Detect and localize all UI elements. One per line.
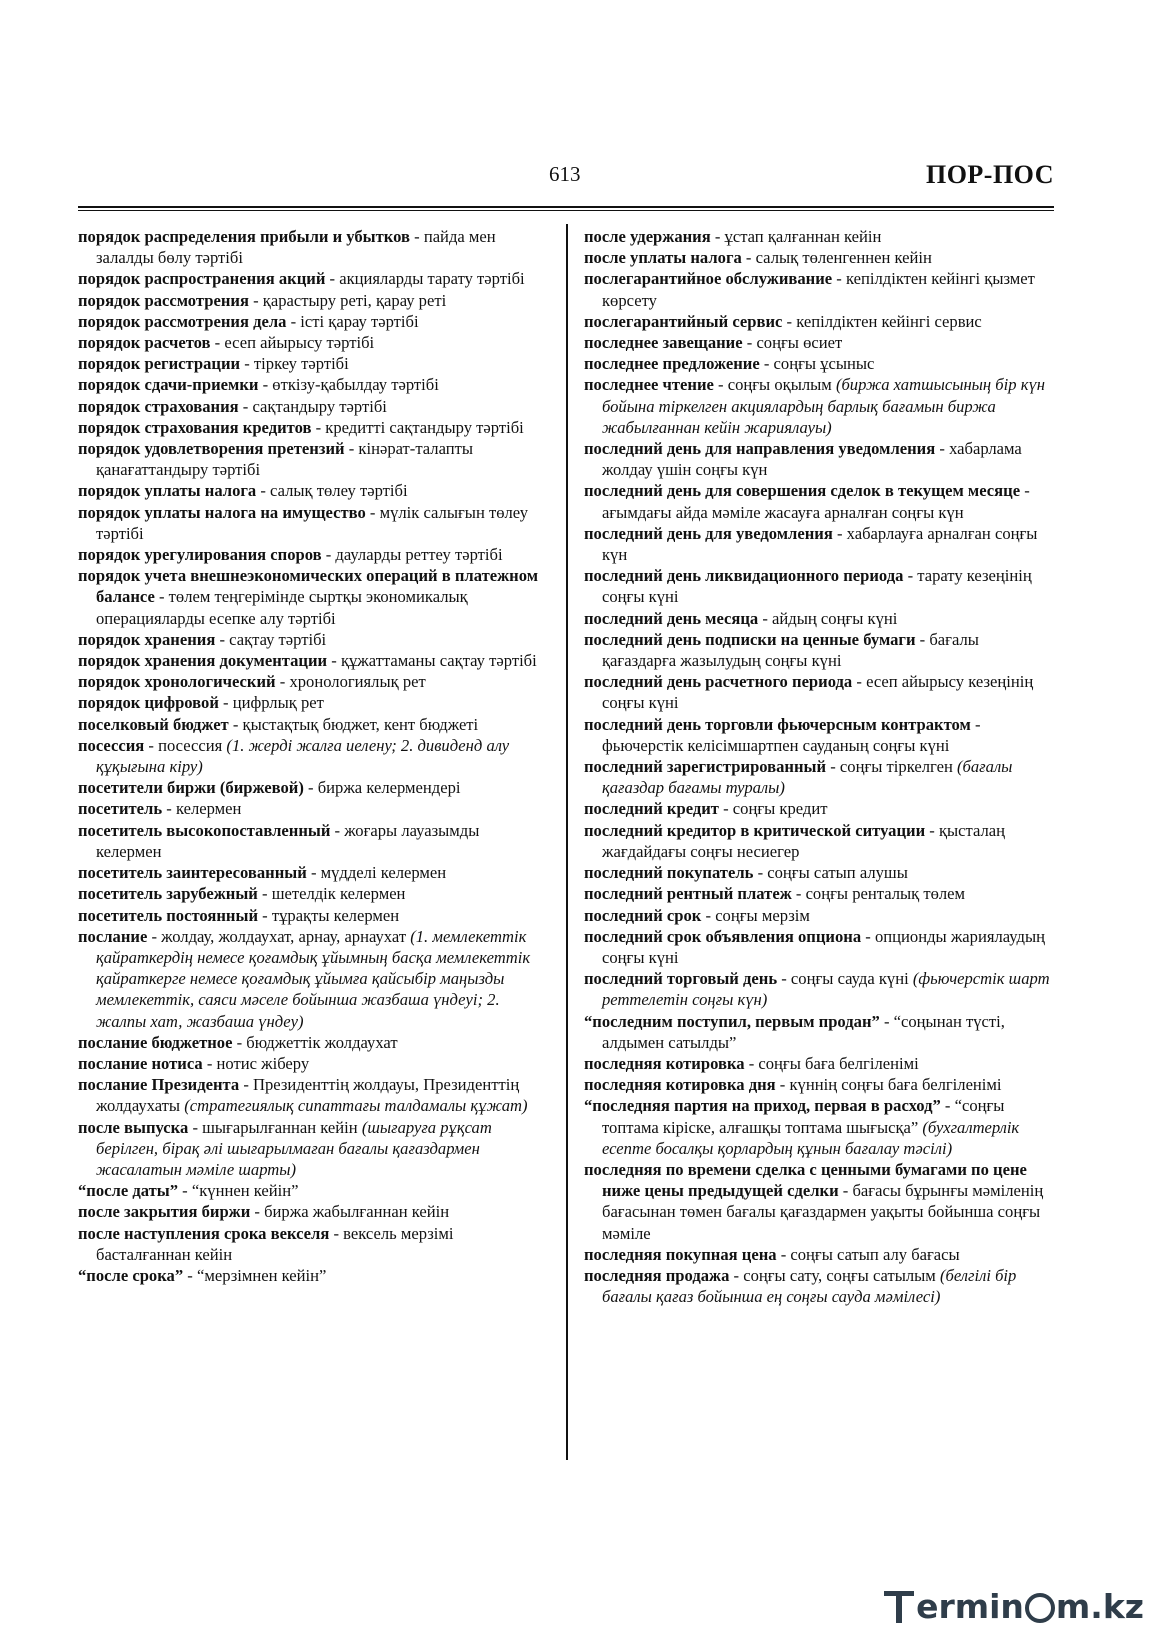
entry-separator: - <box>776 1244 791 1264</box>
entry-translation: есеп айырысу тәртібі <box>224 333 375 353</box>
entry-translation: соңғы өсиет <box>756 333 843 353</box>
entry-term: последний день подписки на ценные бумаги <box>584 629 916 649</box>
page-number: 613 <box>549 162 581 186</box>
dictionary-entry <box>584 247 1056 268</box>
entry-translation: соңғы кредит <box>732 799 828 819</box>
watermark-text-2: m.kz <box>1055 1586 1144 1626</box>
entry-separator: - <box>239 1075 253 1095</box>
dictionary-entry <box>78 396 548 417</box>
dictionary-entry <box>78 714 548 735</box>
dictionary-entry <box>78 353 548 374</box>
entry-translation: мүдделі келермен <box>320 863 447 883</box>
dictionary-entry <box>78 1223 548 1265</box>
entry-term: после наступления срока векселя <box>78 1223 330 1243</box>
right-column <box>584 226 1056 1307</box>
entry-translation: кінәрат-талапты қанағаттандыру тәртібі <box>96 439 474 480</box>
dictionary-entry <box>584 374 1056 438</box>
entry-separator: - <box>286 311 301 331</box>
entry-gloss: (бухгалтерлік есепте босалқы қорлардың құнын бағалау тәсілі) <box>602 1117 1020 1158</box>
dictionary-entry <box>78 692 548 713</box>
entry-translation: соңғы сатып алушы <box>767 863 908 883</box>
entry-term: “после даты” <box>78 1181 179 1201</box>
entry-translation: құжаттаманы сақтау тәртібі <box>340 651 537 671</box>
entry-translation: хронологиялық рет <box>289 672 426 692</box>
entry-gloss: (бағалы қағаздар бағамы туралы) <box>602 757 1013 798</box>
entry-term: последний день торговли фьючерсным контрактом <box>584 714 971 734</box>
entry-separator: - <box>701 905 716 925</box>
dictionary-entry <box>584 1159 1056 1244</box>
dictionary-entry <box>584 968 1056 1010</box>
entry-term: порядок рассмотрения дела <box>78 311 287 331</box>
entry-translation: кепілдіктен кейінгі қызмет көрсету <box>602 269 1035 310</box>
entry-term: последний кредит <box>584 799 719 819</box>
entry-translation: шетелдік келермен <box>271 884 406 904</box>
entry-translation: соңғы оқылым <box>727 375 836 395</box>
entry-translation: “мерзімнен кейін” <box>196 1265 327 1285</box>
entry-translation: соңғы ұсыныс <box>773 354 875 374</box>
entry-translation: ағымдағы айда мәміле жасауға арналған соңғы күн <box>602 502 964 522</box>
entry-translation: пайда мен залалды бөлу тәртібі <box>96 227 496 268</box>
entry-gloss: (фьючерстік шарт реттелетін соңғы күн) <box>602 969 1050 1010</box>
entry-separator: - <box>162 799 176 819</box>
entry-translation: соңғы мерзім <box>715 905 810 925</box>
entry-separator: - <box>257 884 272 904</box>
entry-translation: қарастыру реті, қарау реті <box>262 290 447 310</box>
entry-translation: соңғы сатып алу бағасы <box>790 1244 960 1264</box>
entry-separator: - <box>275 672 290 692</box>
entry-separator: - <box>409 227 424 246</box>
entry-term: посетитель <box>78 799 163 819</box>
dictionary-entry <box>78 862 548 883</box>
entry-separator: - <box>713 375 728 395</box>
dictionary-entry <box>584 332 1056 353</box>
entry-separator: - <box>970 714 981 734</box>
dictionary-entry <box>584 1074 1056 1095</box>
entry-separator: - <box>775 1075 790 1095</box>
entry-translation: дауларды реттеу тәртібі <box>335 545 503 565</box>
entry-translation: айдың соңғы күні <box>772 608 898 628</box>
entry-translation: бағалы қағаздарға жазылудың соңғы күні <box>602 629 979 671</box>
entry-term: порядок рассмотрения <box>78 290 249 310</box>
entry-gloss: (1. мемлекеттік қайраткердің немесе қоғамдық ұйымның басқа мемлекеттік қайраткерге немесе қоғамдық ұйымға қайсыбір маңызды мемлекеттік, саяси мәселе бойынша жазбаша үндеуі; 2. жалпы хат, жазбаша үндеу) <box>96 926 531 1031</box>
entry-gloss: (стратегиялық сипаттағы талдамалы құжат) <box>184 1096 528 1116</box>
entry-separator: - <box>1020 481 1030 501</box>
entry-translation: мүлік салығын төлеу тәртібі <box>96 502 529 543</box>
entry-translation: биржа жабылғаннан кейін <box>264 1202 450 1222</box>
entry-separator: - <box>826 757 840 777</box>
entry-separator: - <box>903 566 918 586</box>
entry-term: последняя по времени сделка с ценными бумагами по цене ниже цены предыдущей сделки <box>584 1159 1027 1201</box>
entry-translation: сақтау тәртібі <box>229 629 327 649</box>
entry-term: последний торговый день <box>584 969 778 989</box>
dictionary-entry <box>584 438 1056 480</box>
entry-separator: - <box>183 1265 197 1285</box>
entry-term: послание Президента <box>78 1075 240 1095</box>
entry-separator: - <box>327 651 341 671</box>
entry-translation: есеп айырысу кезеңінің соңғы күні <box>602 672 1034 713</box>
entry-translation: акцияларды тарату тәртібі <box>339 269 525 289</box>
dictionary-entry <box>78 226 548 268</box>
entry-term: послание бюджетное <box>78 1032 233 1052</box>
running-head: ПОР-ПОС <box>925 160 1054 189</box>
watermark-text-1: ermin <box>916 1586 1024 1626</box>
dictionary-entry <box>78 417 548 438</box>
entry-translation: ұстап қалғаннан кейін <box>724 227 882 246</box>
dictionary-entry <box>584 480 1056 522</box>
entry-term: порядок уплаты налога <box>78 481 257 501</box>
dictionary-entry <box>78 290 548 311</box>
entry-separator: - <box>218 693 233 713</box>
dictionary-entry <box>78 544 548 565</box>
entry-translation: жолдау, жолдаухат, арнау, арнаухат <box>161 926 411 946</box>
entry-term: порядок хранения документации <box>78 651 328 671</box>
entry-separator: - <box>306 863 321 883</box>
entry-translation: хабарлауға арналған соңғы күн <box>602 523 1038 565</box>
entry-separator: - <box>188 1117 203 1137</box>
entry-term: после закрытия биржи <box>78 1202 251 1222</box>
entry-term: порядок распределения прибыли и убытков <box>78 227 410 246</box>
entry-term: после выпуска <box>78 1117 189 1137</box>
entry-separator: - <box>210 333 225 353</box>
dictionary-entry <box>584 820 1056 862</box>
dictionary-entry <box>584 671 1056 713</box>
entry-separator: - <box>861 926 875 946</box>
entry-separator: - <box>925 820 939 840</box>
header-rule-thin <box>78 210 1054 211</box>
entry-separator: - <box>329 1223 344 1243</box>
dictionary-entry <box>78 671 548 692</box>
entry-separator: - <box>256 481 271 501</box>
dictionary-entry <box>584 905 1056 926</box>
entry-separator: - <box>879 1011 894 1031</box>
entry-term: последнее предложение <box>584 354 760 374</box>
entry-term: последний день расчетного периода <box>584 672 853 692</box>
dictionary-entry <box>584 268 1056 310</box>
entry-term: последняя продажа <box>584 1265 730 1285</box>
dictionary-entry <box>78 311 548 332</box>
entry-translation: төлем теңгерімінде сыртқы экономикалық операцияларды есепке алу тәртібі <box>96 587 468 628</box>
entry-term: послание <box>78 926 148 946</box>
entry-separator: - <box>154 587 169 607</box>
entry-translation: өткізу-қабылдау тәртібі <box>272 375 439 395</box>
dictionary-entry <box>78 1074 548 1116</box>
entry-separator: - <box>710 227 725 246</box>
entry-term: посетитель высокопоставленный <box>78 820 331 840</box>
entry-separator: - <box>330 820 345 840</box>
entry-separator: - <box>832 269 846 289</box>
dictionary-entry <box>584 862 1056 883</box>
entry-translation: істі қарау тәртібі <box>300 311 419 331</box>
entry-term: порядок хронологический <box>78 672 276 692</box>
entry-term: последний покупатель <box>584 863 754 883</box>
entry-gloss: (биржа хатшысының бір күн бойына тіркелген акциялардың барлық бағамын биржа жабылғаннан кейін жариялауы) <box>602 375 1045 437</box>
dictionary-entry <box>78 480 548 501</box>
entry-term: последнее завещание <box>584 333 743 353</box>
entry-term: после уплаты налога <box>584 248 742 268</box>
dictionary-entry <box>78 905 548 926</box>
entry-term: порядок регистрации <box>78 354 241 374</box>
entry-translation: күннің соңғы баға белгіленімі <box>789 1075 1002 1095</box>
entry-term: последняя котировка <box>584 1053 745 1073</box>
dictionary-entry <box>584 1011 1056 1053</box>
entry-translation: соңғы ренталық төлем <box>805 884 966 904</box>
entry-translation: қыстақтық бюджет, кент бюджеті <box>242 714 479 734</box>
entry-translation: сақтандыру тәртібі <box>252 396 387 416</box>
entry-translation: келермен <box>175 799 242 819</box>
entry-translation: вексель мерзімі басталғаннан кейін <box>96 1223 454 1264</box>
dictionary-entry <box>584 926 1056 968</box>
entry-translation: соңғы тіркелген <box>839 757 957 777</box>
dictionary-entry <box>584 798 1056 819</box>
entry-translation: соңғы сауда күні <box>790 969 913 989</box>
entry-separator: - <box>258 375 273 395</box>
entry-separator: - <box>248 290 263 310</box>
entry-term: посетитель зарубежный <box>78 884 258 904</box>
entry-term: последний день для направления уведомления <box>584 439 936 459</box>
entry-term: “после срока” <box>78 1265 184 1285</box>
dictionary-entry <box>584 1053 1056 1074</box>
entry-separator: - <box>258 905 272 925</box>
column-divider <box>566 224 568 1460</box>
entry-translation: соңғы сату, соңғы сатылым <box>743 1265 940 1285</box>
dictionary-entry <box>78 1032 548 1053</box>
dictionary-entry <box>78 820 548 862</box>
dictionary-entry <box>78 798 548 819</box>
entry-translation: нотис жіберу <box>216 1053 310 1073</box>
entry-separator: - <box>365 502 380 522</box>
dictionary-entry <box>584 756 1056 798</box>
entry-separator: - <box>915 629 930 649</box>
entry-term: последний рентный платеж <box>584 884 792 904</box>
entry-separator: - <box>202 1053 217 1073</box>
dictionary-entry <box>584 629 1056 671</box>
entry-separator: - <box>250 1202 265 1222</box>
entry-separator: - <box>344 439 359 459</box>
entry-translation: кепілдіктен кейінгі сервис <box>796 311 982 331</box>
entry-separator: - <box>935 439 950 459</box>
dictionary-entry <box>584 523 1056 565</box>
entry-term: последний день для уведомления <box>584 523 833 543</box>
entry-separator: - <box>753 863 768 883</box>
dictionary-entry <box>78 1180 548 1201</box>
entry-translation: кредитті сақтандыру тәртібі <box>325 417 524 437</box>
entry-separator: - <box>718 799 733 819</box>
entry-term: порядок страхования <box>78 396 239 416</box>
entry-term: послание нотиса <box>78 1053 203 1073</box>
entry-term: последний день месяца <box>584 608 759 628</box>
entry-separator: - <box>791 884 806 904</box>
entry-term: “последним поступил, первым продан” <box>584 1011 880 1031</box>
entry-term: послегарантийный сервис <box>584 311 783 331</box>
entry-gloss: (шығаруға рұқсат берілген, бірақ әлі шығарылмаған бағалы қағаздармен жасалатын мәміле шарты) <box>96 1117 492 1179</box>
entry-term: послегарантийное обслуживание <box>584 269 833 289</box>
entry-translation: “соңғы топтама кіріске, алғашқы топтама шығысқа” <box>602 1096 1005 1137</box>
entry-separator: - <box>215 629 230 649</box>
entry-term: порядок урегулирования споров <box>78 545 322 565</box>
entry-separator: - <box>321 545 336 565</box>
entry-translation: тұрақты келермен <box>271 905 400 925</box>
dictionary-entry <box>78 1201 548 1222</box>
entry-translation: цифрлық рет <box>232 693 324 713</box>
entry-term: порядок цифровой <box>78 693 219 713</box>
dictionary-entry <box>78 502 548 544</box>
dictionary-entry <box>78 268 548 289</box>
entry-translation: тарату кезеңінің соңғы күні <box>602 566 1032 607</box>
entry-separator: - <box>741 248 756 268</box>
entry-translation: шығарылғаннан кейін <box>202 1117 362 1137</box>
entry-separator: - <box>303 778 318 798</box>
entry-term: порядок распространения акций <box>78 269 326 289</box>
entry-separator: - <box>147 926 162 946</box>
entry-separator: - <box>238 396 253 416</box>
entry-translation: фьючерстік келісімшартпен сауданың соңғы күні <box>602 735 950 755</box>
entry-term: порядок расчетов <box>78 333 211 353</box>
dictionary-entry <box>78 332 548 353</box>
entry-translation: бағасы бұрынғы мәміленің бағасынан төмен бағалы қағаздармен уақыты бойынша соңғы мәміле <box>602 1181 1044 1243</box>
entry-separator: - <box>777 969 791 989</box>
dictionary-entry <box>584 353 1056 374</box>
entry-term: посессия <box>78 735 145 755</box>
dictionary-entry <box>78 926 548 1032</box>
dictionary-entry <box>584 608 1056 629</box>
dictionary-entry <box>78 735 548 777</box>
entry-term: порядок сдачи-приемки <box>78 375 259 395</box>
header-rule-thick <box>78 206 1054 208</box>
entry-separator: - <box>178 1181 192 1201</box>
entry-term: последняя котировка дня <box>584 1075 776 1095</box>
entry-separator: - <box>742 333 757 353</box>
entry-term: последняя покупная цена <box>584 1244 777 1264</box>
entry-term: последний день ликвидационного периода <box>584 566 904 586</box>
entry-term: последний срок объявления опциона <box>584 926 862 946</box>
dictionary-entry <box>78 883 548 904</box>
dictionary-entry <box>78 1265 548 1286</box>
entry-term: посетители биржи (биржевой) <box>78 778 304 798</box>
entry-separator: - <box>782 311 797 331</box>
entry-term: последний кредитор в критической ситуации <box>584 820 926 840</box>
dictionary-entry <box>584 1095 1056 1159</box>
entry-translation: жоғары лауазымды келермен <box>96 820 480 861</box>
entry-gloss: (1. жерді жалға иелену; 2. дивиденд алу құқығына кіру) <box>96 735 510 777</box>
entry-term: после удержания <box>584 227 711 246</box>
dictionary-entry <box>78 374 548 395</box>
entry-separator: - <box>940 1096 955 1116</box>
entry-separator: - <box>758 608 773 628</box>
dictionary-entry <box>584 1265 1056 1307</box>
entry-separator: - <box>228 714 243 734</box>
entry-term: порядок уплаты налога на имущество <box>78 502 366 522</box>
dictionary-entry <box>78 1117 548 1181</box>
dictionary-entry <box>78 1053 548 1074</box>
entry-term: “последняя партия на приход, первая в расход” <box>584 1096 941 1116</box>
entry-translation: салық төлеу тәртібі <box>270 481 408 501</box>
entry-separator: - <box>759 354 774 374</box>
entry-separator: - <box>838 1181 853 1201</box>
watermark-logo <box>884 1584 1144 1628</box>
dictionary-entry <box>584 714 1056 756</box>
dictionary-entry <box>584 565 1056 607</box>
entry-separator: - <box>832 523 847 543</box>
entry-translation: “күннен кейін” <box>191 1181 299 1201</box>
entry-term: порядок учета внешнеэкономических операций в платежном балансе <box>78 566 538 607</box>
entry-term: посетитель заинтересованный <box>78 863 307 883</box>
entry-term: поселковый бюджет <box>78 714 229 734</box>
entry-translation: опционды жариялаудың соңғы күні <box>602 926 1045 967</box>
entry-term: последний зарегистрированный <box>584 757 827 777</box>
entry-translation: қысталаң жағдайдағы соңғы несиегер <box>602 820 1006 861</box>
dictionary-entry <box>584 883 1056 904</box>
entry-translation: Президенттің жолдауы, Президенттің жолдаухаты <box>96 1075 520 1116</box>
entry-translation: посессия <box>158 735 227 755</box>
entry-translation: бюджеттік жолдаухат <box>246 1032 398 1052</box>
entry-separator: - <box>240 354 254 374</box>
dictionary-entry <box>78 438 548 480</box>
left-column <box>78 226 548 1286</box>
entry-gloss: (белгілі бір бағалы қағаз бойынша ең соңғы сауда мәмілесі) <box>602 1265 1017 1307</box>
entry-translation: “соңынан түсті, алдымен сатылды” <box>602 1011 1005 1052</box>
entry-translation: биржа келермендері <box>317 778 461 798</box>
entry-translation: тіркеу тәртібі <box>253 354 349 374</box>
entry-term: последнее чтение <box>584 375 714 395</box>
entry-term: порядок страхования кредитов <box>78 417 312 437</box>
dictionary-entry <box>78 650 548 671</box>
entry-term: посетитель постоянный <box>78 905 259 925</box>
entry-separator: - <box>232 1032 247 1052</box>
dictionary-entry <box>78 629 548 650</box>
dictionary-entry <box>584 226 1056 247</box>
entry-translation: хабарлама жолдау үшін соңғы күн <box>602 439 1022 480</box>
watermark-circle-o <box>1025 1593 1055 1623</box>
entry-term: последний срок <box>584 905 702 925</box>
entry-term: порядок хранения <box>78 629 216 649</box>
entry-separator: - <box>852 672 867 692</box>
entry-term: порядок удовлетворения претензий <box>78 439 345 459</box>
dictionary-entry <box>78 777 548 798</box>
entry-separator: - <box>325 269 340 289</box>
entry-translation: салық төленгеннен кейін <box>755 248 932 268</box>
entry-translation: соңғы баға белгіленімі <box>758 1053 919 1073</box>
watermark-t-glyph <box>884 1587 914 1625</box>
dictionary-entry <box>584 1244 1056 1265</box>
entry-separator: - <box>729 1265 744 1285</box>
entry-term: последний день для совершения сделок в текущем месяце <box>584 481 1021 501</box>
entry-separator: - <box>311 417 326 437</box>
dictionary-entry <box>78 565 548 629</box>
entry-separator: - <box>744 1053 759 1073</box>
entry-separator: - <box>144 735 159 755</box>
dictionary-entry <box>584 311 1056 332</box>
